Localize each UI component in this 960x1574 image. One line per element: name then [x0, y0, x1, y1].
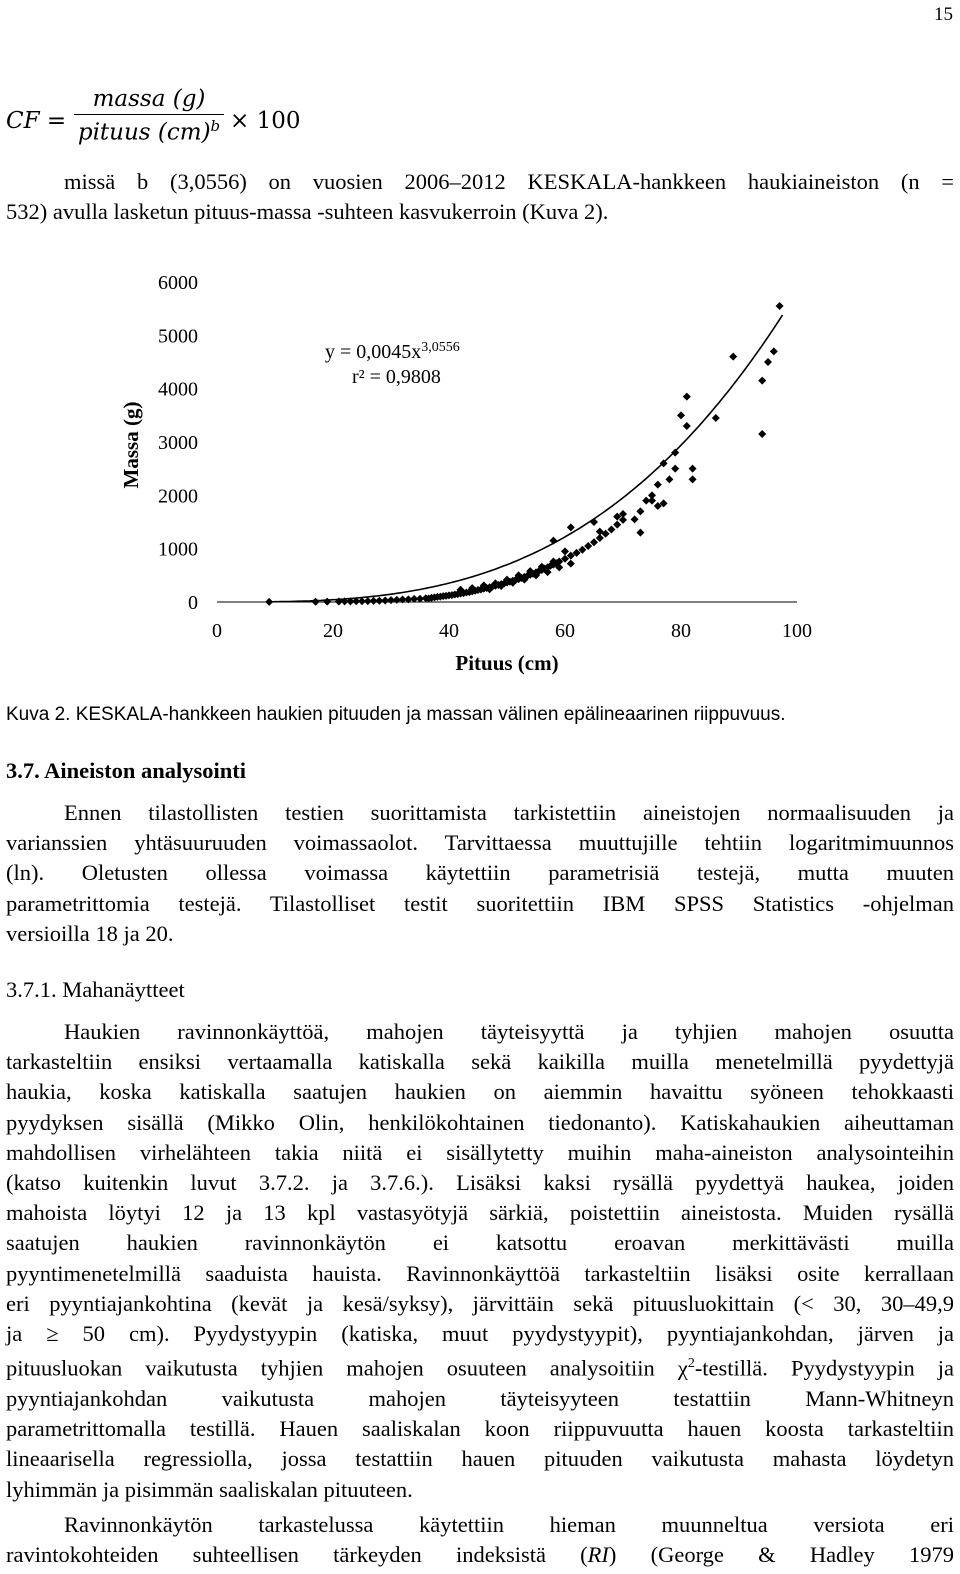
data-point — [677, 411, 685, 419]
subsection-heading: 3.7.1. Mahanäytteet — [6, 977, 185, 1002]
data-point — [665, 475, 673, 483]
y-tick-labels — [158, 272, 198, 614]
y-tick-label: 4000 — [158, 378, 198, 401]
x-tick-label: 40 — [439, 620, 459, 642]
text-line: Ennen tilastollisten testien suorittamista tarkistettiin aineistojen normaalisuuden ja — [64, 800, 954, 825]
formula-denominator-base: pituus (cm) — [77, 119, 211, 146]
x-tick-label: 100 — [782, 620, 812, 642]
text-fragment: ravintokohteiden suhteellisen tärkeyden indeksistä ( — [6, 1542, 588, 1568]
data-point — [567, 560, 575, 568]
text-line: pyyntimenetelmillä saaduista hauista. Ravinnonkäyttöä tarkasteltiin lisäksi osite kerrallaan — [6, 1260, 954, 1286]
data-point — [312, 598, 320, 606]
data-point — [671, 449, 679, 457]
page-number: 15 — [934, 4, 953, 25]
formula-lhs: CF = — [6, 108, 67, 134]
formula-denominator — [74, 117, 224, 146]
text-line: mahdollisen virhelähteen takia niitä ei sisällytetty muihin maha-aineiston analysointeihin — [6, 1139, 954, 1165]
text-line: missä b (3,0556) on vuosien 2006–2012 KESKALA-hankkeen haukiaineiston (n = — [64, 169, 954, 194]
paragraph-stomach-samples — [6, 1017, 954, 1505]
data-point — [607, 525, 615, 533]
data-point — [764, 358, 772, 366]
text-line — [6, 1540, 954, 1570]
text-line: lineaarisella regressiolla, jossa testattiin hauen pituuden vaikutusta mahasta löydetyn — [6, 1446, 954, 1472]
text-line — [6, 1319, 954, 1349]
text-fragment: ) (George & Hadley 1979 — [608, 1542, 954, 1568]
x-tick-label: 20 — [323, 620, 343, 642]
text-line: tarkasteltiin ensiksi vertaamalla katiskalla sekä kaikilla muilla menetelmillä pyydettyjä — [6, 1049, 954, 1075]
data-point — [648, 491, 656, 499]
text-line: versioilla 18 ja 20. — [6, 920, 174, 946]
data-point — [549, 537, 557, 545]
data-point — [758, 430, 766, 438]
section-heading: 3.7. Aineiston analysointi — [6, 758, 247, 783]
superscript: 2 — [687, 1356, 695, 1372]
x-axis-label: Pituus (cm) — [455, 651, 559, 675]
data-point — [561, 547, 569, 555]
y-tick-label: 1000 — [158, 538, 198, 561]
data-point — [567, 523, 575, 531]
trendline-equation — [325, 340, 460, 363]
text-fragment: 50 cm). Pyydystyypin (katiska, muut pyydystyypit), pyyntiajankohdan, järven ja — [82, 1321, 955, 1347]
data-point — [636, 529, 644, 537]
r-squared: r² = 0,9808 — [352, 366, 441, 388]
formula-rhs: × 100 — [230, 108, 301, 134]
text-line — [6, 1349, 954, 1384]
data-point — [689, 475, 697, 483]
data-point — [689, 465, 697, 473]
text-line: (ln). Oletusten ollessa voimassa käytettiin parametrisiä testejä, mutta muuten — [6, 860, 954, 886]
data-point — [613, 521, 621, 529]
text-fragment: ja — [6, 1321, 23, 1347]
greater-equal-symbol: ≥ — [46, 1321, 59, 1347]
y-tick-label: 0 — [188, 592, 198, 614]
figure-caption: Kuva 2. KESKALA-hankkeen haukien pituuden ja massan välinen epälineaarinen riippuvuus. — [6, 704, 786, 725]
y-tick-label: 2000 — [158, 485, 198, 508]
x-tick-label: 80 — [671, 620, 691, 642]
italic-abbrev: RI — [587, 1542, 609, 1568]
formula-numerator: massa (g) — [92, 86, 206, 112]
length-mass-scatter-chart — [0, 268, 960, 678]
fraction-bar — [74, 114, 224, 115]
equation-text: y = 0,0045x — [325, 341, 422, 363]
paragraph-diet-index — [6, 1510, 954, 1570]
data-point — [636, 507, 644, 515]
text-line: parametrittomia testejä. Tilastolliset testit suoritettiin IBM SPSS Statistics -ohjelman — [6, 890, 954, 916]
data-point — [590, 518, 598, 526]
data-point — [683, 422, 691, 430]
formula-fraction — [74, 86, 224, 146]
text-line: lyhimmän ja pisimmän saaliskalan pituuteen. — [6, 1476, 413, 1502]
x-tick-label: 0 — [212, 620, 222, 642]
x-tick-label: 60 — [555, 620, 575, 642]
data-point — [776, 302, 784, 310]
y-axis-label: Massa (g) — [119, 401, 143, 489]
text-line: saatujen haukien ravinnonkäytön ei katsottu eroavan merkittävästi muilla — [6, 1230, 954, 1256]
text-fragment: pituusluokan vaikutusta tyhjien mahojen osuuteen analysoitiin χ — [6, 1355, 688, 1381]
text-line: parametrittomalla testillä. Hauen saaliskalan koon riippuvuutta hauen koosta tarkasteltiin — [6, 1416, 954, 1442]
data-point — [323, 598, 331, 606]
y-tick-label: 6000 — [158, 272, 198, 294]
data-point — [671, 465, 679, 473]
data-point — [265, 598, 273, 606]
text-line: 532) avulla lasketun pituus-massa -suhteen kasvukerroin (Kuva 2). — [6, 199, 609, 225]
text-line: varianssien yhtäsuuruuden voimassaolot. Tarvittaessa muuttujille tehtiin logaritmimuunnos — [6, 830, 954, 856]
y-tick-label: 3000 — [158, 432, 198, 454]
paragraph-analysis — [6, 798, 954, 949]
text-line: haukia, koska katiskalla saatujen haukien on aiemmin havaittu syöneen tehokkaasti — [6, 1079, 954, 1105]
data-point — [654, 481, 662, 489]
text-line: pyyntiajankohdan vaikutusta mahojen täyteisyyteen testattiin Mann-Whitneyn — [6, 1385, 954, 1411]
text-line: eri pyyntiajankohtina (kevät ja kesä/syksy), järvittäin sekä pituusluokittain (< 30, 30–49,9 — [6, 1290, 954, 1316]
data-point — [712, 414, 720, 422]
text-line: Haukien ravinnonkäyttöä, mahojen täyteisyyttä ja tyhjien mahojen osuutta — [64, 1019, 954, 1044]
paragraph-growth-coefficient — [6, 167, 954, 227]
y-tick-label: 5000 — [158, 325, 198, 348]
formula-exponent: b — [210, 117, 221, 135]
data-point — [683, 393, 691, 401]
text-line: pyydyksen sisällä (Mikko Olin, henkilökohtainen tiedonanto). Katiskahaukien aiheuttaman — [6, 1109, 954, 1135]
text-fragment: -testillä. Pyydystyypin ja — [694, 1355, 954, 1381]
data-point — [631, 515, 639, 523]
text-line: mahoista löytyi 12 ja 13 kpl vastasyötyjä särkiä, poistettiin aineistosta. Muiden rysällä — [6, 1200, 954, 1226]
text-line: Ravinnonkäytön tarkastelussa käytettiin hieman muunneltua versiota eri — [64, 1512, 954, 1537]
data-point — [770, 347, 778, 355]
data-point — [758, 377, 766, 385]
text-line: (katso kuitenkin luvut 3.7.2. ja 3.7.6.). Lisäksi kaksi rysällä pyydettyä haukea, joiden — [6, 1170, 954, 1196]
equation-exponent: 3,0556 — [421, 340, 460, 355]
data-point — [729, 353, 737, 361]
x-tick-labels — [212, 620, 812, 642]
